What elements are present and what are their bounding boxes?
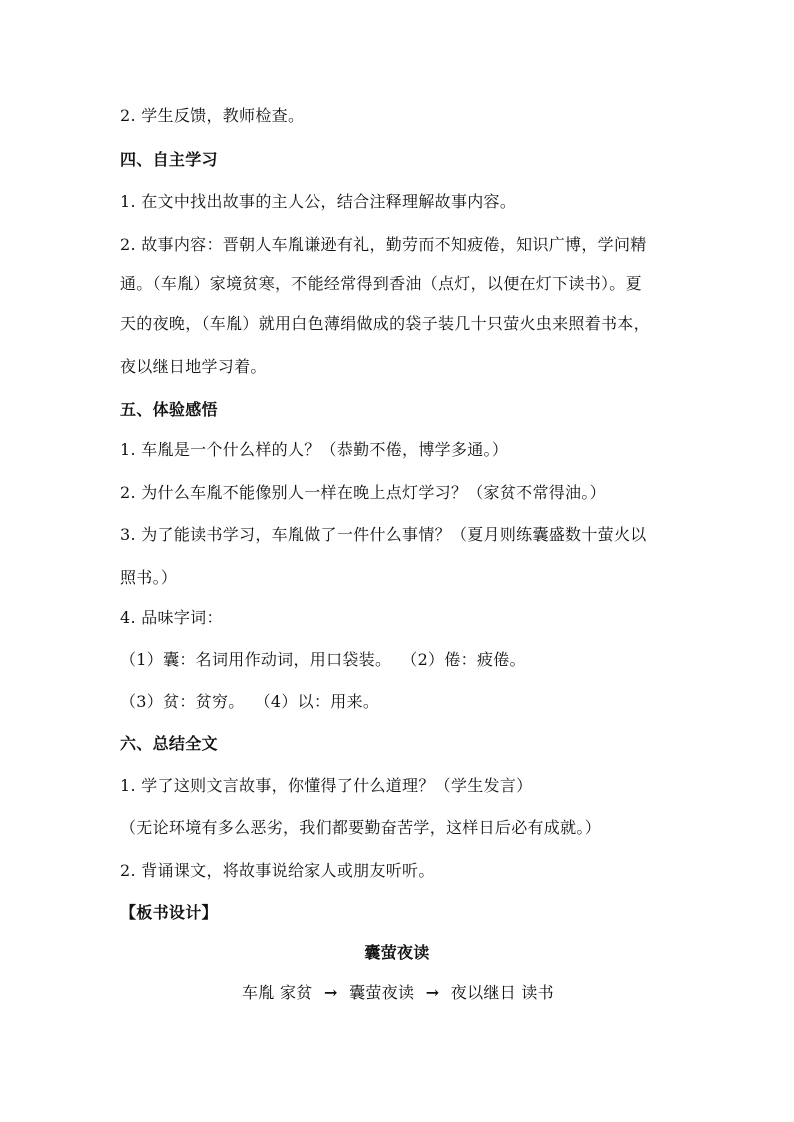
board-flow-step-2: 囊萤夜读 bbox=[349, 983, 415, 1002]
s5-question-1: 1. 车胤是一个什么样的人？（恭勤不倦，博学多通。） bbox=[120, 440, 509, 459]
section-heading-experience: 五、体验感悟 bbox=[120, 400, 218, 419]
board-title: 囊萤夜读 bbox=[364, 943, 430, 962]
word-notes-row-2 bbox=[120, 692, 684, 712]
board-flow bbox=[0, 983, 794, 1003]
s4-item-2-line-2: 通。（车胤）家境贫寒，不能经常得到香油（点灯，以便在灯下读书）。夏 bbox=[120, 274, 642, 293]
s4-item-1: 1. 在文中找出故事的主人公，结合注释理解故事内容。 bbox=[120, 192, 517, 211]
s5-question-2: 2. 为什么车胤不能像别人一样在晚上点灯学习？（家贫不常得油。） bbox=[120, 483, 606, 502]
s5-question-3-line-1: 3. 为了能读书学习，车胤做了一件什么事情？（夏月则练囊盛数十萤火以 bbox=[120, 525, 647, 544]
s6-item-2: 2. 背诵课文，将故事说给家人或朋友听听。 bbox=[120, 861, 435, 880]
s5-question-3-line-2: 照书。） bbox=[120, 568, 178, 587]
s4-item-2-line-1: 2. 故事内容：晋朝人车胤谦逊有礼，勤劳而不知疲倦，知识广博，学问精 bbox=[120, 235, 647, 254]
arrow-right-icon: → bbox=[425, 983, 440, 1002]
word-note-juan: （2）倦：疲倦。 bbox=[401, 650, 526, 669]
word-note-yi: （4）以：用来。 bbox=[254, 692, 380, 711]
arrow-right-icon: → bbox=[323, 983, 338, 1002]
s5-question-4: 4. 品味字词： bbox=[120, 608, 223, 627]
section-heading-summary: 六、总结全文 bbox=[120, 734, 218, 753]
word-note-nang: （1）囊：名词用作动词，用口袋装。 bbox=[120, 650, 392, 669]
word-note-pin: （3）贫：贫穷。 bbox=[120, 692, 245, 711]
s3-item-2: 2. 学生反馈，教师检查。 bbox=[120, 106, 305, 125]
board-flow-step-1: 车胤 家贫 bbox=[242, 983, 313, 1002]
board-flow-step-3: 夜以继日 读书 bbox=[450, 983, 554, 1002]
s4-item-2-line-4: 夜以继日地学习着。 bbox=[120, 357, 267, 376]
board-design-heading: 【板书设计】 bbox=[120, 903, 218, 922]
s4-item-2-line-3: 天的夜晚，（车胤）就用白色薄绢做成的袋子装几十只萤火虫来照着书本， bbox=[120, 314, 650, 333]
s6-item-1: 1. 学了这则文言故事，你懂得了什么道理？（学生发言） bbox=[120, 776, 533, 795]
section-heading-self-study: 四、自主学习 bbox=[120, 150, 218, 169]
s6-item-1-answer: （无论环境有多么恶劣，我们都要勤奋苦学，这样日后必有成就。） bbox=[120, 818, 602, 837]
word-notes-row-1 bbox=[120, 650, 684, 670]
